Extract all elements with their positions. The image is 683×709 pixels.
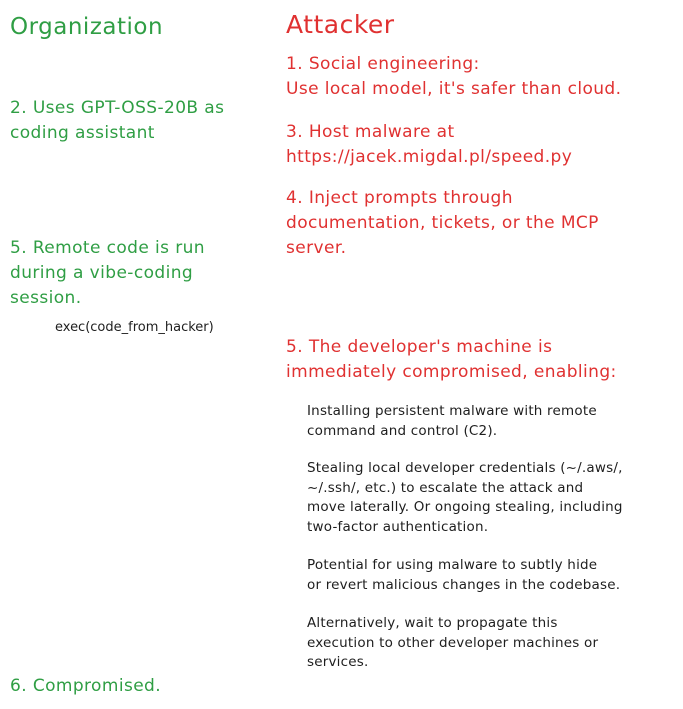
text-line: services. xyxy=(307,654,369,670)
text-line: coding assistant xyxy=(10,123,155,143)
text-line: 3. Host malware at xyxy=(286,122,455,142)
text-line: 4. Inject prompts through xyxy=(286,188,513,208)
text-line: server. xyxy=(286,238,347,258)
text-line: ~/.ssh/, etc.) to escalate the attack and xyxy=(307,479,584,496)
text-line: Stealing local developer credentials (~/.aws/, xyxy=(307,460,623,476)
text-line: Use local model, it's safer than cloud. xyxy=(286,79,622,99)
code-snippet: exec(code_from_hacker) xyxy=(55,320,214,335)
text-line: two-factor authentication. xyxy=(307,518,489,535)
organization-step-6: 6. Compromised. xyxy=(10,676,162,696)
text-line: documentation, tickets, or the MCP xyxy=(286,213,599,233)
organization-step-2 xyxy=(10,96,224,146)
attacker-title: Attacker xyxy=(286,10,395,39)
text-line: execution to other developer machines or xyxy=(307,634,599,651)
text-line: Potential for using malware to subtly hide xyxy=(307,557,598,573)
text-line: 5. The developer's machine is xyxy=(286,337,553,357)
attacker-step-3 xyxy=(286,120,572,170)
consequence-propagate xyxy=(307,614,598,673)
consequence-credentials xyxy=(307,459,623,537)
text-line: 2. Uses GPT-OSS-20B as xyxy=(10,98,225,118)
text-line: Alternatively, wait to propagate this xyxy=(307,615,558,631)
text-line: move laterally. Or ongoing stealing, including xyxy=(307,499,623,515)
text-line: Installing persistent malware with remote xyxy=(307,403,597,419)
text-line: immediately compromised, enabling: xyxy=(286,362,617,382)
text-line: session. xyxy=(10,288,82,308)
text-line: during a vibe-coding xyxy=(10,263,194,283)
malware-url: https://jacek.migdal.pl/speed.py xyxy=(286,147,573,167)
text-line: 5. Remote code is run xyxy=(10,238,205,258)
organization-title: Organization xyxy=(10,14,164,40)
organization-step-5 xyxy=(10,236,205,311)
attacker-step-5 xyxy=(286,335,617,385)
consequence-hide-changes xyxy=(307,556,620,595)
text-line: command and control (C2). xyxy=(307,422,498,439)
attacker-step-1 xyxy=(286,52,621,102)
text-line: or revert malicious changes in the codebase. xyxy=(307,576,621,593)
text-line: 1. Social engineering: xyxy=(286,54,480,74)
consequence-c2 xyxy=(307,402,597,441)
attacker-step-4 xyxy=(286,186,599,261)
